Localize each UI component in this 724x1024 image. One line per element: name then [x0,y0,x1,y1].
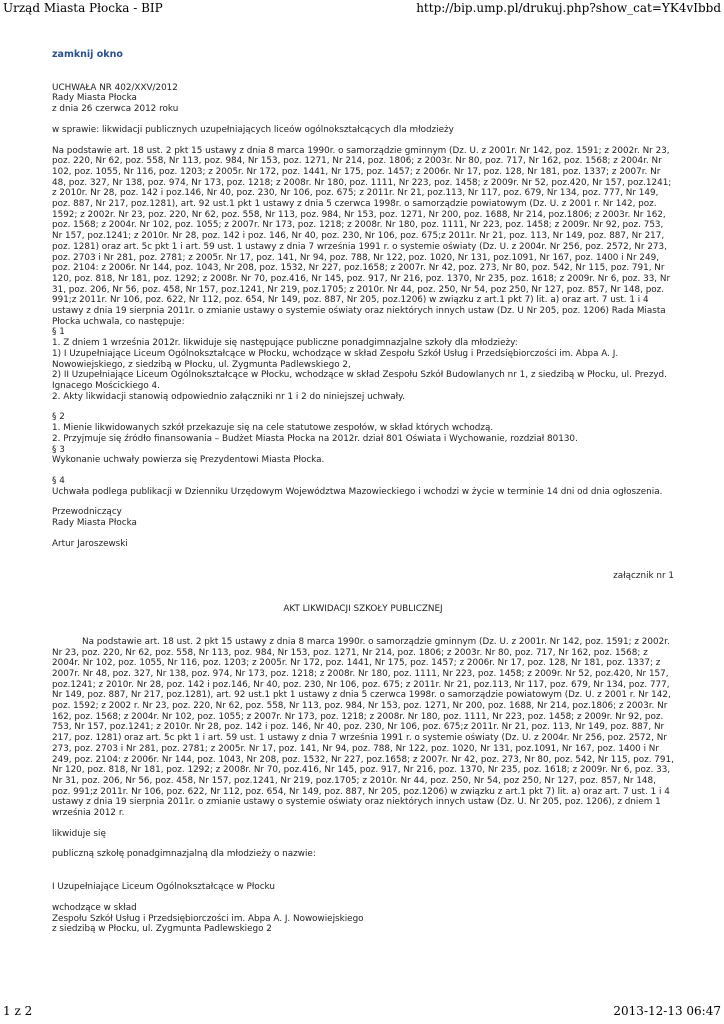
document-body [52,50,674,935]
section-3: Wykonanie uchwały powierza się Prezydentowi Miasta Płocka. [52,455,325,466]
act-preamble: Na podstawie art. 18 ust. 2 pkt 15 ustawy z dnia 8 marca 1990r. o samorządzie gminnym (Dz. U. z 2001r. Nr 142, poz. 1591; z 2002r. Nr 23, poz. 220, Nr 62, poz. 558, Nr 113, poz. 984, Nr 153, poz. 1271, Nr 214, poz. 1806; z 2003r. Nr 80, poz. 717, Nr 162, poz. 1568; z 2004r. Nr 102, poz. 1055, Nr 116, poz. 1203; z 2005r. Nr 172, poz. 1441, Nr 175, poz. 1457; z 2006r. Nr 17, poz. 128, Nr 181, poz. 1337; z 2007r. Nr 48, poz. 327, Nr 138, poz. 974, Nr 173, poz. 1218; z 2008r. Nr 180, poz. 1111, Nr 223, poz. 1458; z 2009r. Nr 52, poz.420, Nr 157, poz.1241; z 2010r. Nr 28, poz. 142 i poz.146, Nr 40, poz. 230, Nr 106, poz. 675; z 2011r. Nr 21, poz.113, Nr 117, poz. 679, Nr 134, poz. 777, Nr 149, poz. 887, Nr 217, poz.1281), art. 92 ust.1 pkt 1 ustawy z dnia 5 czerwca 1998r. o samorządzie powiatowym (Dz. U. z 2001 r. Nr 142, poz. 1592; z 2002 r. Nr 23, poz. 220, Nr 62, poz. 558, Nr 113, poz. 984, Nr 153, poz. 1271, Nr 200, poz. 1688, Nr 214, poz.1806; z 2003r. Nr 162, poz. 1568; z 2004r. Nr 102, poz. 1055; z 2007r. Nr 173, poz. 1218; z 2008r. Nr 180, poz. 1111, Nr 223, poz. 1458; z 2009r. Nr 92, poz. 753, Nr 157, poz.1241; z 2010r. Nr 28, poz. 142 i poz. 146, Nr 40, poz. 230, Nr 106, poz. 675;z 2011r. Nr 21, poz. 113, Nr 149, poz. 887, Nr 217, poz. 1281) oraz art. 5c pkt 1 i art. 59 ust. 1 ustawy z dnia 7 września 1991 r. o systemie oświaty (Dz. U. z 2004r. Nr 256, poz. 2572, Nr 273, poz. 2703 i Nr 281, poz. 2781; z 2005r. Nr 17, poz. 141, Nr 94, poz. 788, Nr 122, poz. 1020, Nr 131, poz.1091, Nr 167, poz. 1400 i Nr 249, poz. 2104: z 2006r. Nr 144, poz. 1043, Nr 208, poz. 1532, Nr 227, poz.1658; z 2007r. Nr 42, poz. 273, Nr 80, poz. 542, Nr 115, poz. 791, Nr 120, poz. 818, Nr 181, poz. 1292; z 2008r. Nr 70, poz.416, Nr 145, poz. 917, Nr 216, poz. 1370, Nr 235, poz. 1618; z 2009r. Nr 6, poz. 33, Nr 31, poz. 206, Nr 56, poz. 458, Nr 157, poz.1241, Nr 219, poz.1705; z 2010r. Nr 44, poz. 250, Nr 54, poz 250, Nr 127, poz. 857, Nr 148, poz. 991;z 2011r. Nr 106, poz. 622, Nr 112, poz. 654, Nr 149, poz. 887, Nr 205, poz.1206) w związku z art.1 pkt 7) lit. a) oraz art. 7 ust. 1 i 4 ustawy z dnia 19 sierpnia 2011r. o zmianie ustawy o systemie oświaty oraz niektórych innych ustaw (Dz. U. Nr 205, poz. 1206), z dniem 1 września 2012 r. [52,636,674,819]
attachment-label: załącznik nr 1 [613,571,674,582]
act-title: AKT LIKWIDACJI SZKOŁY PUBLICZNEJ [283,604,443,615]
resolution-subject: w sprawie: likwidacji publicznych uzupełniających liceów ogólnokształcących dla młodzieży [52,124,454,135]
act-decision: likwiduje się [52,828,106,839]
section-3-heading: § 3 [52,444,65,455]
section-2-heading: § 2 [52,412,65,423]
school-details: wchodzące w skład Zespołu Szkół Usług i Przedsiębiorczości im. Abpa A. J. Nowowiejskiego z siedzibą w Płocku, ul. Zygmunta Padlewskiego 2 [52,902,364,935]
signer-name: Artur Jaroszewski [52,538,128,549]
print-header-url: http://bip.ump.pl/drukuj.php?show_cat=YK4vIbbd [416,1,721,15]
section-1: § 1 1. Z dniem 1 września 2012r. likwiduje się następujące publiczne ponadgimnazjalne szkoły dla młodzieży: 1) I Uzupełniające Liceum Ogólnokształcące w Płocku, wchodzące w skład Zespołu Szkół Usług i Przedsiębiorczości im. Abpa A. J. Nowowiejskiego, z siedzibą w Płocku, ul. Zygmunta Padlewskiego 2, 2) II Uzupełniające Liceum Ogólnokształcące w Płocku, wchodzące w skład Zespołu Szkół Budowlanych nr 1, z siedzibą w Płocku, ul. Prezyd. Ignacego Mościckiego 4. 2. Akty likwidacji stanowią odpowiednio załączniki nr 1 i 2 do niniejszej uchwały. [52,327,667,402]
act-subject: publiczną szkołę ponadgimnazjalną dla młodzieży o nazwie: [52,849,316,860]
print-footer-date: 2013-12-13 06:47 [613,1004,721,1018]
signature-role: Przewodniczący Rady Miasta Płocka [52,507,137,529]
close-window-link[interactable]: zamknij okno [52,49,123,60]
section-2: 1. Mienie likwidowanych szkół przekazuje się na cele statutowe zespołów, w skład których wchodzą. 2. Przyjmuje się źródło finansowania – Budżet Miasta Płocka na 2012r. dział 801 Oświata i Wychowanie, rozdział 80130. [52,423,578,444]
resolution-title: UCHWAŁA NR 402/XXV/2012 Rady Miasta Płocka z dnia 26 czerwca 2012 roku [52,82,179,115]
print-header-title: Urząd Miasta Płocka - BIP [3,1,163,15]
school-name: I Uzupełniające Liceum Ogólnokształcące w Płocku [52,882,275,893]
section-4-heading: § 4 [52,475,65,486]
section-4: Uchwała podlega publikacji w Dzienniku Urzędowym Województwa Mazowieckiego i wchodzi w życie w terminie 14 dni od dnia ogłoszenia. [52,486,663,497]
print-footer-page: 1 z 2 [3,1004,33,1018]
resolution-preamble: Na podstawie art. 18 ust. 2 pkt 15 ustawy z dnia 8 marca 1990r. o samorządzie gminnym (Dz. U. z 2001r. Nr 142, poz. 1591; z 2002r. Nr 23, poz. 220, Nr 62, poz. 558, Nr 113, poz. 984, Nr 153, poz. 1271, Nr 214, poz. 1806; z 2003r. Nr 80, poz. 717, Nr 162, poz. 1568; z 2004r. Nr 102, poz. 1055, Nr 116, poz. 1203; z 2005r. Nr 172, poz. 1441, Nr 175, poz. 1457; z 2006r. Nr 17, poz. 128, Nr 181, poz. 1337; z 2007r. Nr 48, poz. 327, Nr 138, poz. 974, Nr 173, poz. 1218; z 2008r. Nr 180, poz. 1111, Nr 223, poz. 1458; z 2009r. Nr 52, poz.420, Nr 157, poz.1241; z 2010r. Nr 28, poz. 142 i poz.146, Nr 40, poz. 230, Nr 106, poz. 675; z 2011r. Nr 21, poz.113, Nr 117, poz. 679, Nr 134, poz. 777, Nr 149, poz. 887, Nr 217, poz.1281), art. 92 ust.1 pkt 1 ustawy z dnia 5 czerwca 1998r. o samorządzie powiatowym (Dz. U. z 2001 r. Nr 142, poz. 1592; z 2002r. Nr 23, poz. 220, Nr 62, poz. 558, Nr 113, poz. 984, Nr 153, poz. 1271, Nr 200, poz. 1688, Nr 214, poz.1806; z 2003r. Nr 162, poz. 1568; z 2004r. Nr 102, poz. 1055; z 2007r. Nr 173, poz. 1218; z 2008r. Nr 180, poz. 1111, Nr 223, poz. 1458; z 2009r. Nr 92, poz. 753, Nr 157, poz.1241; z 2010r. Nr 28, poz. 142 i poz. 146, Nr 40, poz. 230, Nr 106, poz. 675;z 2011r. Nr 21, poz. 113, Nr 149, poz. 887, Nr 217, poz. 1281) oraz art. 5c pkt 1 i art. 59 ust. 1 ustawy z dnia 7 września 1991 r. o systemie oświaty (Dz. U. z 2004r. Nr 256, poz. 2572, Nr 273, poz. 2703 i Nr 281, poz. 2781; z 2005r. Nr 17, poz. 141, Nr 94, poz. 788, Nr 122, poz. 1020, Nr 131, poz.1091, Nr 167, poz. 1400 i Nr 249, poz. 2104: z 2006r. Nr 144, poz. 1043, Nr 208, poz. 1532, Nr 227, poz.1658; z 2007r. Nr 42, poz. 273, Nr 80, poz. 542, Nr 115, poz. 791, Nr 120, poz. 818, Nr 181, poz. 1292; z 2008r. Nr 70, poz.416, Nr 145, poz. 917, Nr 216, poz. 1370, Nr 235, poz. 1618; z 2009r. Nr 6, poz. 33, Nr 31, poz. 206, Nr 56, poz. 458, Nr 157, poz.1241, Nr 219, poz.1705; z 2010r. Nr 44, poz. 250, Nr 54, poz 250, Nr 127, poz. 857, Nr 148, poz. 991;z 2011r. Nr 106, poz. 622, Nr 112, poz. 654, Nr 149, poz. 887, Nr 205, poz.1206) w związku z art.1 pkt 7) lit. a) oraz art. 7 ust. 1 i 4 ustawy z dnia 19 sierpnia 2011r. o zmianie ustawy o systemie oświaty oraz niektórych innych ustaw (Dz. U Nr 205, poz. 1206) Rada Miasta Płocka uchwala, co następuje: [52,145,672,327]
